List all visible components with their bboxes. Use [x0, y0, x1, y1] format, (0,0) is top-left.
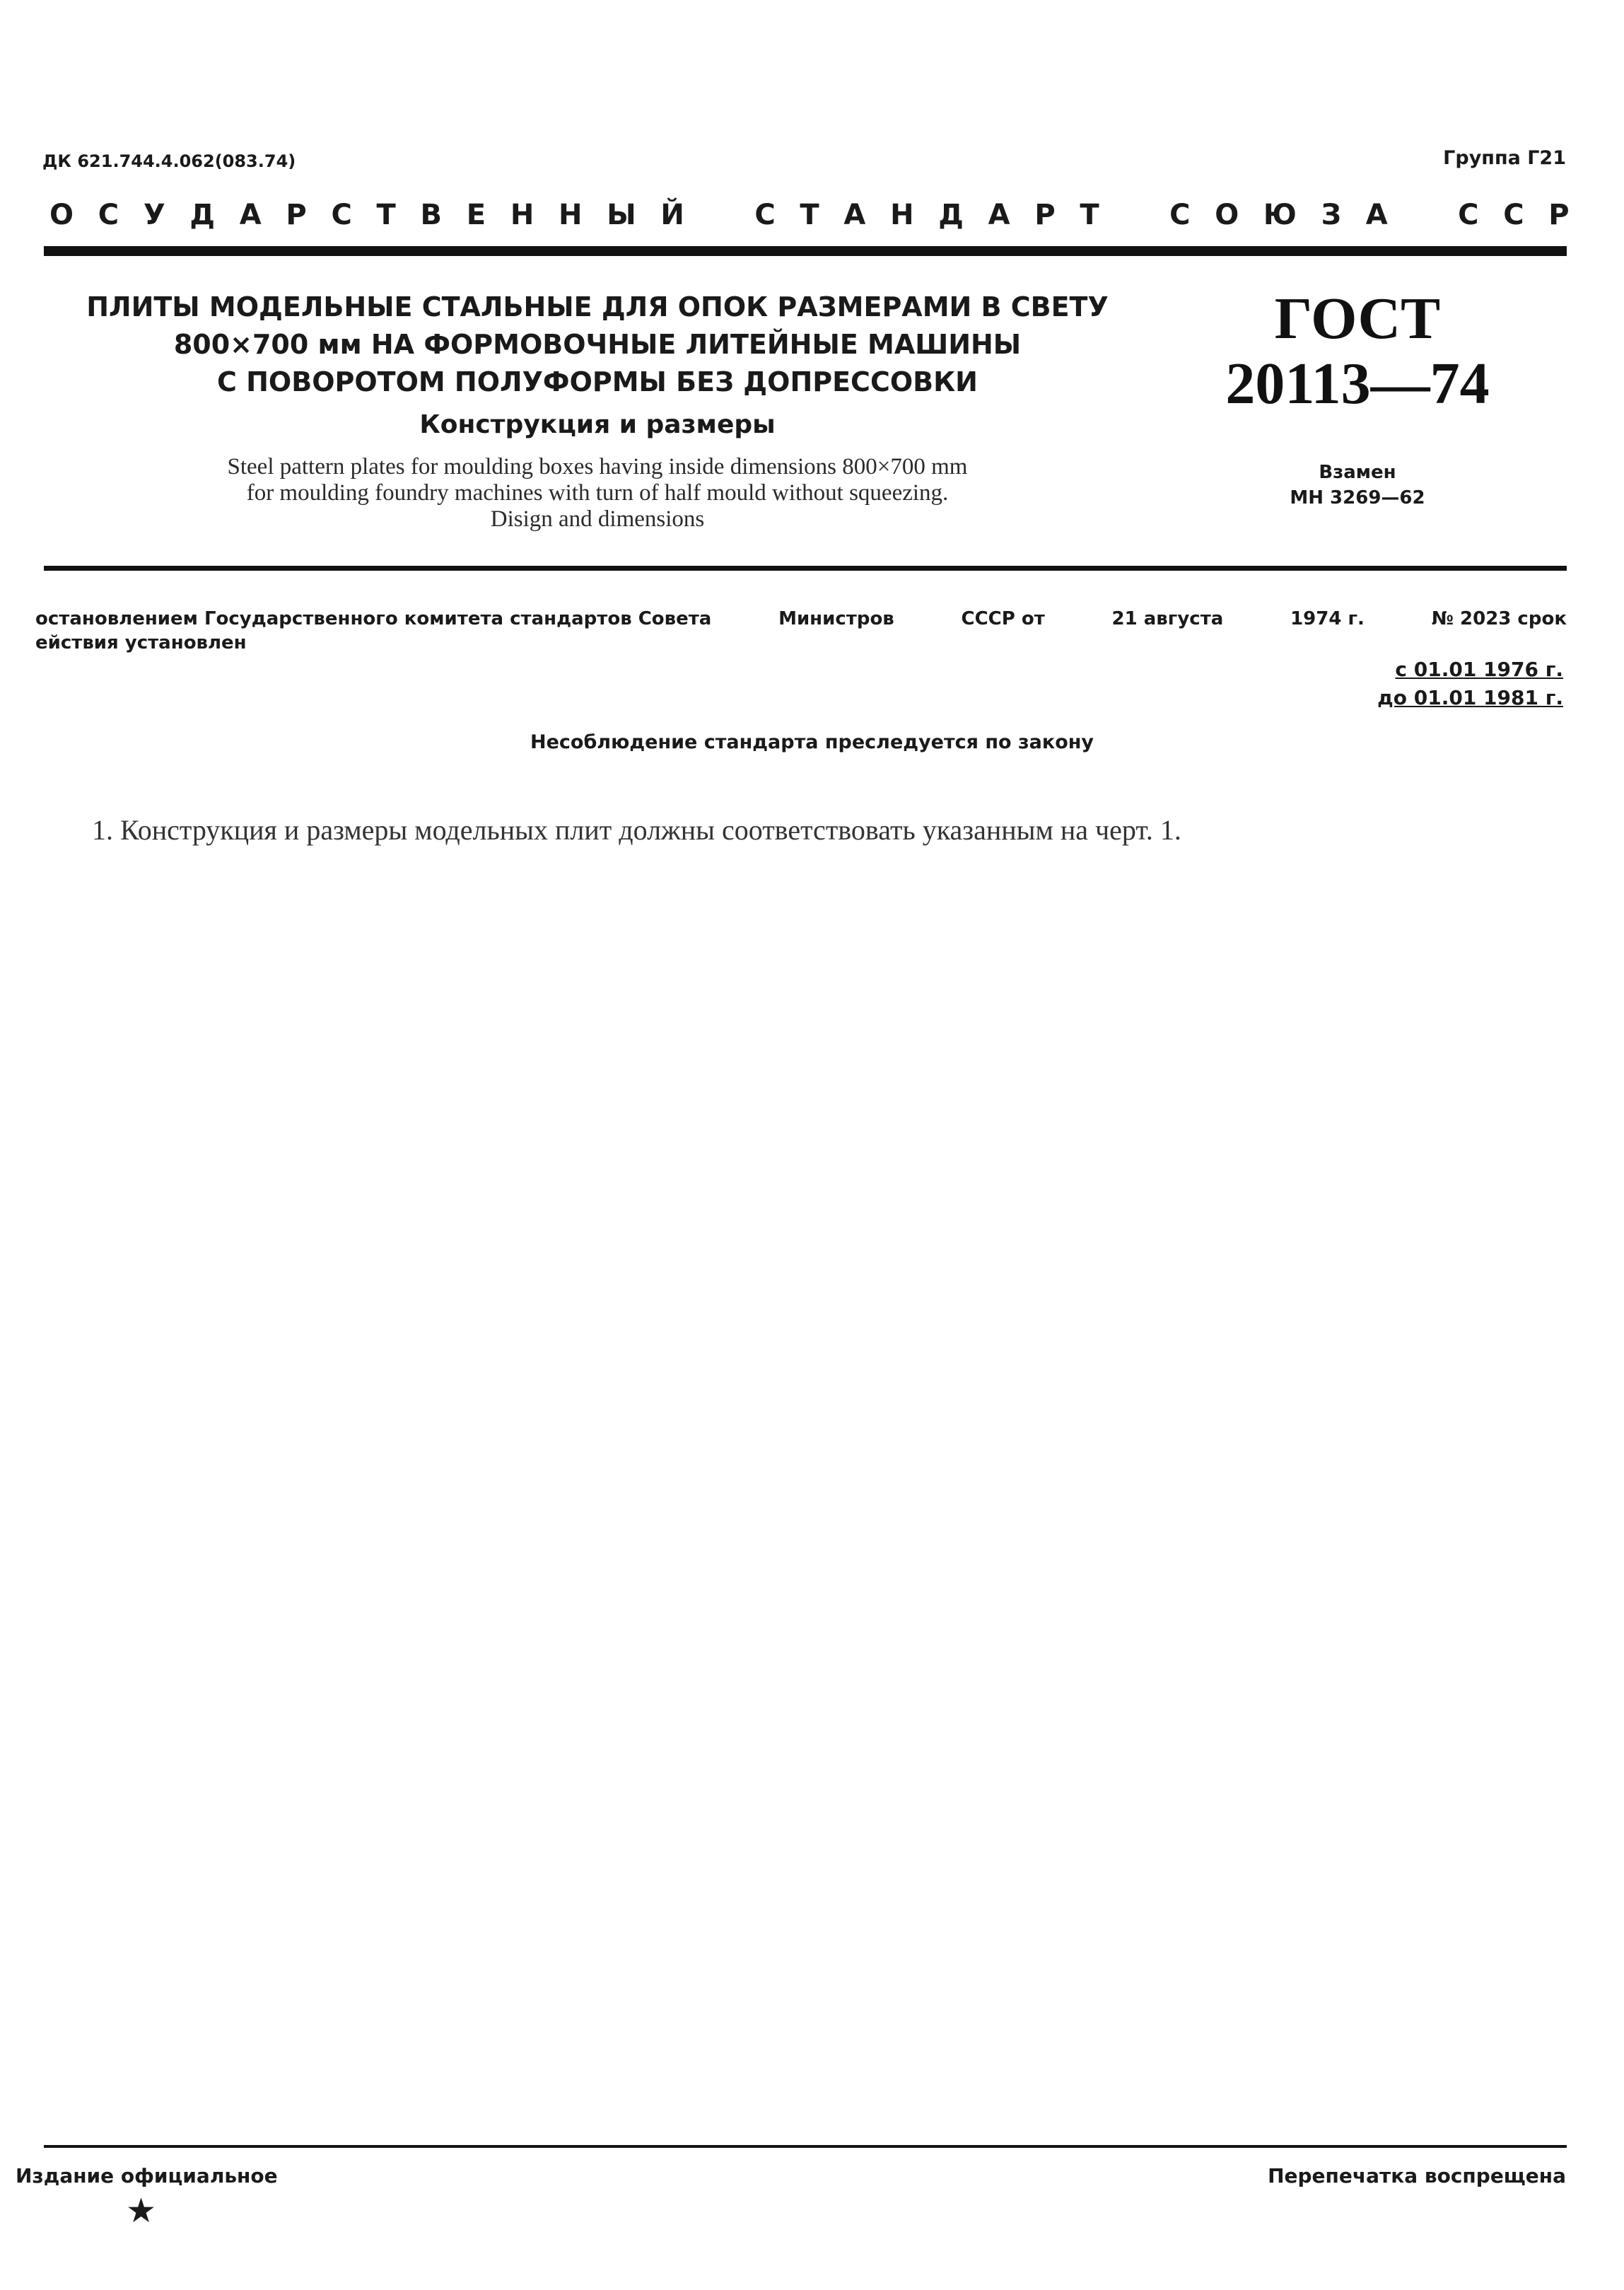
decree-part: № 2023 срок	[1431, 608, 1567, 629]
gost-designation	[1195, 286, 1520, 417]
title-line-1: ПЛИТЫ МОДЕЛЬНЫЕ СТАЛЬНЫЕ ДЛЯ ОПОК РАЗМЕРАМИ В СВЕТУ	[86, 291, 1109, 322]
reprint-notice: Перепечатка воспрещена	[1268, 2164, 1566, 2187]
banner-letter: С	[1458, 199, 1479, 231]
banner-letter: С	[1169, 199, 1191, 231]
gost-number: 20113—74	[1225, 351, 1490, 417]
legal-notice: Несоблюдение стандарта преследуется по закону	[530, 731, 1094, 753]
subtitle-en-line-2: for moulding foundry machines with turn of half mould without squeezing.	[246, 480, 949, 506]
banner-letter: У	[143, 199, 165, 231]
banner-letter: О	[1215, 199, 1239, 231]
state-standard-banner	[49, 197, 1570, 233]
decree-line-1	[35, 607, 1567, 631]
banner-letter: Н	[510, 199, 534, 231]
banner-letter: Й	[660, 199, 684, 231]
decree-part: остановлением Государственного комитета стандартов Совета	[35, 608, 712, 629]
banner-letter: Ю	[1263, 199, 1297, 231]
banner-letter: Р	[1548, 199, 1570, 231]
banner-letter: Т	[1080, 199, 1099, 231]
banner-letter: А	[1365, 199, 1388, 231]
replaces-label: Взамен	[1319, 462, 1396, 483]
decree-line-2: ействия установлен	[35, 632, 247, 653]
title-line-2: 800×700 мм НА ФОРМОВОЧНЫЕ ЛИТЕЙНЫЕ МАШИНЫ	[173, 329, 1022, 360]
udk-code: ДК 621.744.4.062(083.74)	[42, 151, 296, 171]
decree-part: 1974 г.	[1290, 608, 1365, 629]
banner-letter: О	[49, 199, 74, 231]
banner-letter: С	[331, 199, 352, 231]
banner-letter: Т	[800, 199, 819, 231]
banner-letter: Д	[938, 199, 964, 231]
banner-letter: З	[1321, 199, 1342, 231]
document-title	[67, 289, 1128, 401]
official-edition-label: Издание официальное	[16, 2164, 278, 2187]
banner-letter: Р	[1034, 199, 1056, 231]
group-code: Группа Г21	[1443, 147, 1566, 169]
banner-letter: Т	[376, 199, 396, 231]
valid-from-date: с 01.01 1976 г.	[1395, 658, 1563, 681]
decree-paragraph	[35, 607, 1567, 655]
footer-divider	[44, 2145, 1567, 2148]
banner-letter: Ы	[607, 199, 636, 231]
banner-letter: В	[420, 199, 443, 231]
banner-letter: А	[843, 199, 866, 231]
banner-letter: С	[754, 199, 776, 231]
banner-letter: Н	[559, 199, 583, 231]
banner-letter: А	[239, 199, 262, 231]
title-line-3: С ПОВОРОТОМ ПОЛУФОРМЫ БЕЗ ДОПРЕССОВКИ	[217, 366, 978, 397]
banner-letter: Р	[286, 199, 307, 231]
decree-part: 21 августа	[1111, 608, 1224, 629]
banner-letter: Д	[189, 199, 215, 231]
star-icon: ★	[126, 2191, 157, 2231]
banner-letter: Е	[466, 199, 486, 231]
subtitle-en-line-3: Disign and dimensions	[490, 506, 705, 532]
subtitle-russian: Конструкция и размеры	[419, 410, 776, 439]
clause-1: 1. Конструкция и размеры модельных плит должны соответствовать указанным на черт. 1.	[92, 814, 1181, 846]
valid-to-date: до 01.01 1981 г.	[1377, 686, 1563, 709]
gost-label: ГОСТ	[1274, 286, 1441, 351]
top-divider	[44, 246, 1567, 256]
decree-part: Министров	[778, 608, 894, 629]
banner-letter: С	[1503, 199, 1524, 231]
decree-part: СССР от	[961, 608, 1045, 629]
subtitle-english	[67, 454, 1128, 533]
banner-letter: Н	[890, 199, 914, 231]
banner-letter: А	[988, 199, 1010, 231]
replaces-value: МН 3269—62	[1290, 487, 1425, 508]
subtitle-en-line-1: Steel pattern plates for moulding boxes having inside dimensions 800×700 mm	[227, 454, 968, 479]
banner-letter: С	[98, 199, 119, 231]
replaces-block	[1195, 460, 1520, 511]
middle-divider	[44, 566, 1567, 571]
